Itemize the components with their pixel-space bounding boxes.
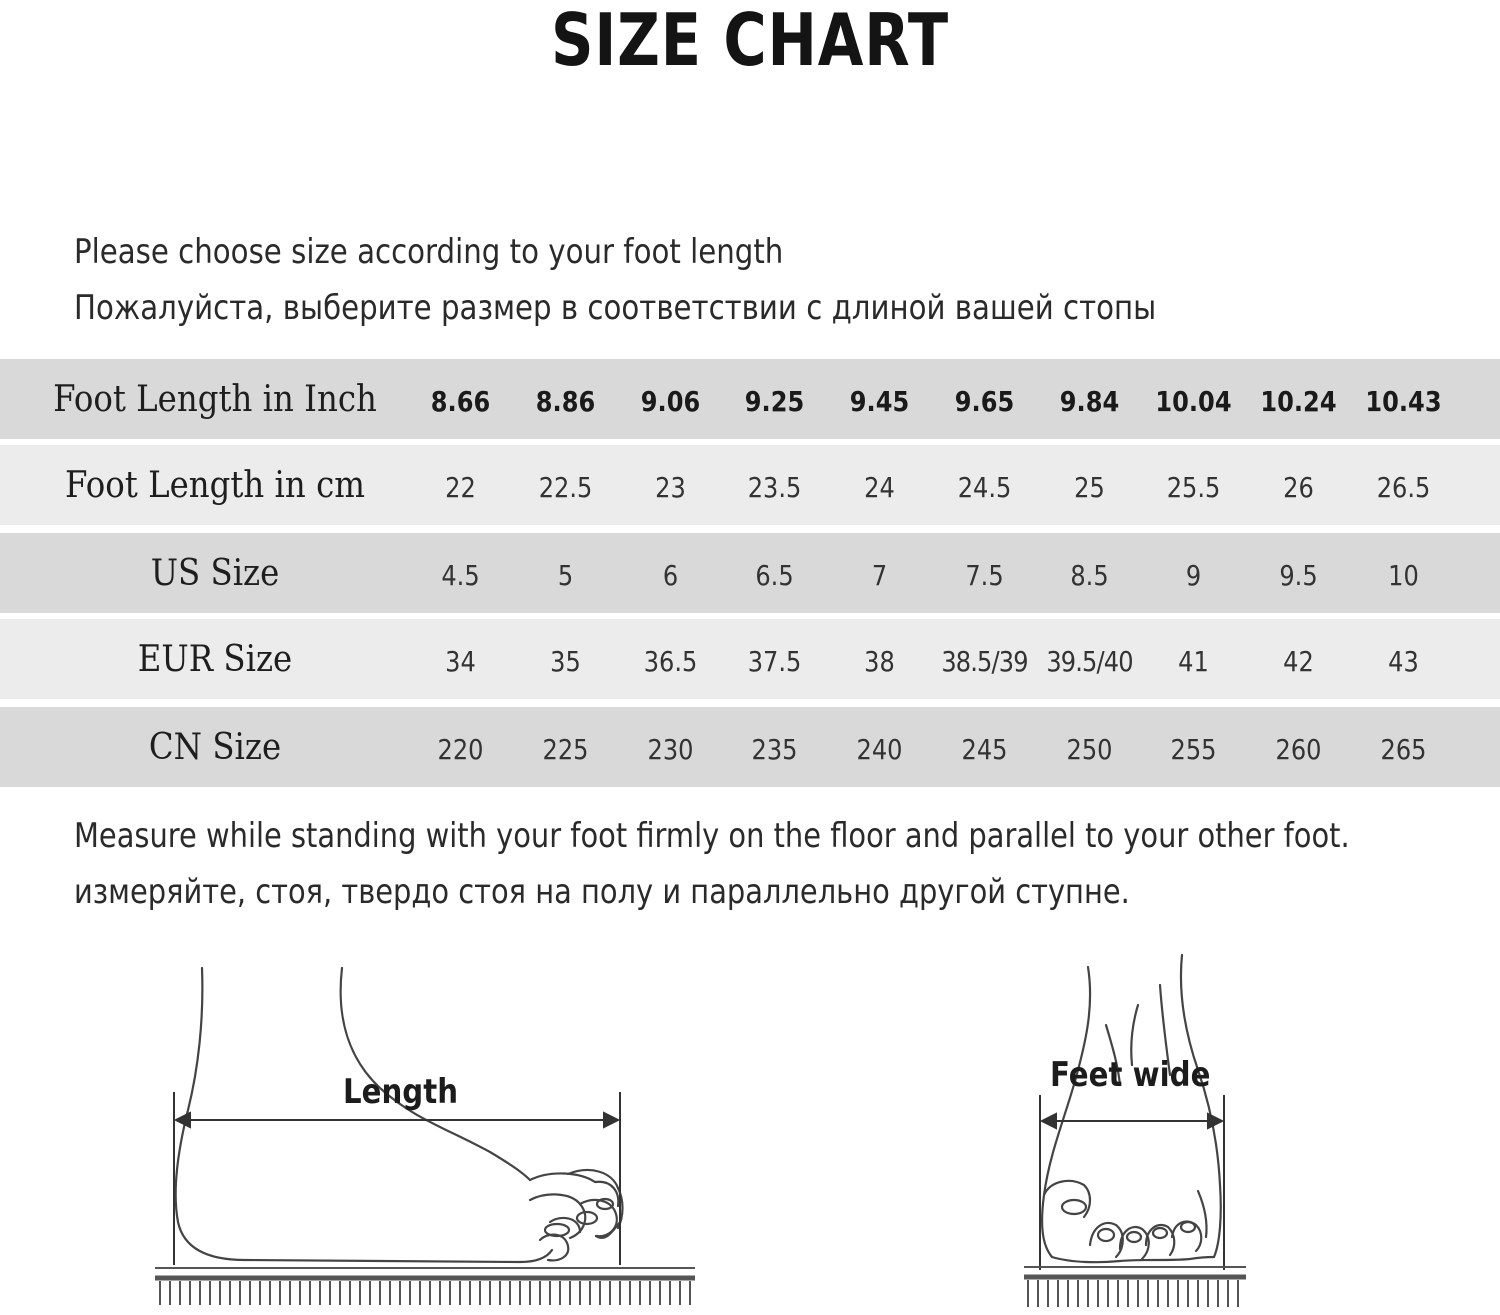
table-cell: 23	[655, 471, 686, 504]
table-cell: 9.06	[640, 385, 701, 418]
foot-front-view-drawing	[1020, 945, 1250, 1310]
row-label: CN Size	[148, 726, 282, 768]
length-label: Length	[343, 1072, 459, 1112]
table-cell: 9.84	[1059, 385, 1120, 418]
foot-side-view-drawing	[150, 960, 700, 1310]
table-row-eur	[0, 619, 1500, 699]
table-cell: 22.5	[538, 471, 593, 504]
table-cell: 34	[445, 645, 476, 678]
table-cell: 41	[1178, 645, 1209, 678]
intro-line-en: Please choose size according to your foot length	[74, 232, 784, 272]
table-cell: 23.5	[747, 471, 802, 504]
row-label: Foot Length in cm	[65, 464, 365, 506]
table-cell: 9.45	[849, 385, 910, 418]
intro-text	[74, 224, 1278, 336]
table-cell: 230	[647, 733, 694, 766]
table-cell: 9.65	[954, 385, 1015, 418]
table-cell: 10.43	[1365, 385, 1442, 418]
note-line-en: Measure while standing with your foot firmly on the floor and parallel to your other foot.	[74, 816, 1350, 856]
table-cell: 4.5	[441, 559, 480, 592]
foot-length-illustration	[150, 960, 700, 1310]
table-cell: 37.5	[747, 645, 802, 678]
table-cell: 225	[542, 733, 589, 766]
table-cell: 10	[1388, 559, 1419, 592]
table-cell: 235	[751, 733, 798, 766]
table-cell: 25	[1074, 471, 1105, 504]
table-cell: 36.5	[643, 645, 698, 678]
table-cell: 7	[871, 559, 888, 592]
table-cell: 38.5/39	[941, 645, 1028, 678]
table-row-inch	[0, 359, 1500, 439]
table-row-us	[0, 533, 1500, 613]
table-cell: 39.5/40	[1046, 645, 1133, 678]
table-cell: 240	[856, 733, 903, 766]
table-cell: 10.04	[1155, 385, 1232, 418]
table-cell: 9.25	[744, 385, 805, 418]
row-label: Foot Length in Inch	[53, 378, 377, 420]
table-cell: 25.5	[1166, 471, 1221, 504]
intro-line-ru: Пожалуйста, выберите размер в соответствии с длиной вашей стопы	[74, 288, 1157, 328]
table-cell: 8.86	[535, 385, 596, 418]
table-cell: 8.66	[430, 385, 491, 418]
table-cell: 43	[1388, 645, 1419, 678]
foot-width-illustration	[1020, 945, 1250, 1310]
table-row-cn	[0, 707, 1500, 787]
table-cell: 38	[864, 645, 895, 678]
table-cell: 10.24	[1260, 385, 1337, 418]
table-cell: 24.5	[957, 471, 1012, 504]
table-cell: 265	[1380, 733, 1427, 766]
table-cell: 42	[1283, 645, 1314, 678]
feet-wide-label: Feet wide	[1050, 1055, 1211, 1095]
note-line-ru: измеряйте, стоя, твердо стоя на полу и параллельно другой ступне.	[74, 872, 1130, 912]
table-row-cm	[0, 445, 1500, 525]
page-title: SIZE CHART	[551, 0, 949, 82]
table-cell: 250	[1066, 733, 1113, 766]
table-cell: 245	[961, 733, 1008, 766]
table-cell: 6	[662, 559, 679, 592]
table-cell: 9.5	[1279, 559, 1318, 592]
table-cell: 260	[1275, 733, 1322, 766]
table-cell: 22	[445, 471, 476, 504]
table-cell: 220	[437, 733, 484, 766]
table-cell: 8.5	[1070, 559, 1109, 592]
table-cell: 255	[1170, 733, 1217, 766]
table-cell: 7.5	[965, 559, 1004, 592]
table-cell: 24	[864, 471, 895, 504]
table-cell: 5	[557, 559, 574, 592]
table-cell: 6.5	[755, 559, 794, 592]
measure-note	[74, 808, 1350, 920]
table-cell: 26	[1283, 471, 1314, 504]
table-cell: 26.5	[1376, 471, 1431, 504]
table-cell: 9	[1185, 559, 1202, 592]
row-label: US Size	[150, 552, 280, 594]
row-label: EUR Size	[137, 638, 293, 680]
table-cell: 35	[550, 645, 581, 678]
